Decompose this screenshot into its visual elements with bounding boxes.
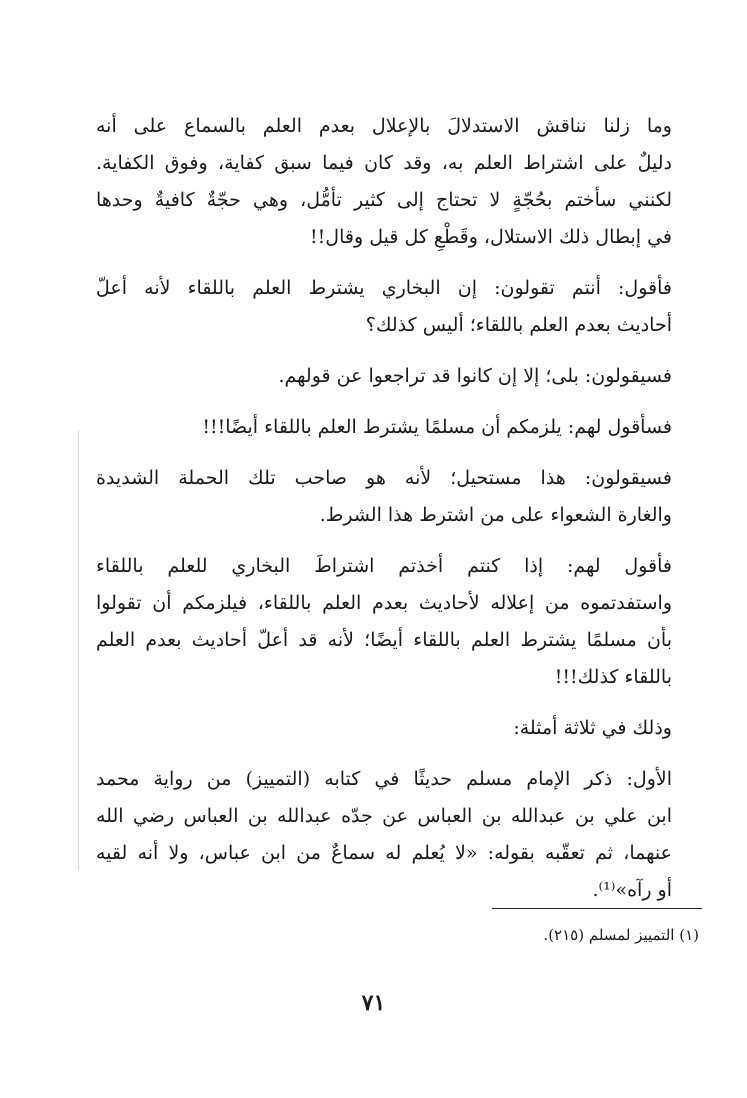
text-line: دليلٌ على اشتراط العلم به، وقد كان فيما سبق كفاية، وفوق الكفاية. [96, 152, 672, 174]
footnote-divider [492, 908, 702, 909]
text-line: وما زلنا نناقش الاستدلالَ بالإعلال بعدم العلم بالسماع على أنه [96, 115, 672, 137]
page-number: ٧١ [361, 990, 386, 1016]
text-line: ابن علي بن عبدالله بن العباس عن جدّه عبدالله بن العباس رضي الله [96, 805, 672, 827]
text-line: لكنني سأختم بحُجّةٍ لا تحتاج إلى كثير تأمُّل، وهي حجّةٌ كافيةٌ وحدها [96, 189, 672, 211]
paragraph-2 [96, 270, 700, 344]
text-line: أو رآه»⁽¹⁾. [592, 879, 672, 901]
text-line: عنهما، ثم تعقّبه بقوله: «لا يُعلم له سماعٌ من ابن عباس، ولا أنه لقيه [96, 842, 672, 864]
text-line: أحاديث بعدم العلم باللقاء؛ أليس كذلك؟ [365, 314, 672, 336]
text-line: فأقول: أنتم تقولون: إن البخاري يشترط العلم باللقاء لأنه أعلّ [96, 277, 672, 299]
text-line: بأن مسلمًا يشترط العلم باللقاء أيضًا؛ لأنه قد أعلّ أحاديث بعدم العلم [96, 629, 672, 651]
text-line: فسيقولون: بلى؛ إلا إن كانوا قد تراجعوا عن قولهم. [278, 365, 672, 387]
paragraph-8 [96, 761, 700, 909]
paragraph-3 [96, 358, 700, 395]
text-line: واستفدتموه من إعلاله لأحاديث بعدم العلم باللقاء، فيلزمكم أن تقولوا [96, 592, 672, 614]
text-line: باللقاء كذلك!!! [554, 666, 672, 688]
text-line: فسيقولون: هذا مستحيل؛ لأنه هو صاحب تلك الحملة الشديدة [96, 467, 672, 489]
text-line: فأقول لهم: إذا كنتم أخذتم اشتراطَ البخاري للعلم باللقاء [96, 555, 672, 577]
text-line: في إبطال ذلك الاستلال، وقَطْعِ كل قيل وقال!! [310, 226, 672, 248]
text-line: فسأقول لهم: يلزمكم أن مسلمًا يشترط العلم باللقاء أيضًا!!! [202, 416, 672, 438]
paragraph-7 [96, 710, 700, 747]
paragraph-5 [96, 460, 700, 534]
footnote: (١) التمييز لمسلم (٢١٥). [543, 926, 699, 944]
paragraph-6 [96, 548, 700, 696]
paragraph-1 [96, 108, 700, 256]
page-body [96, 108, 700, 923]
text-line: وذلك في ثلاثة أمثلة: [513, 717, 672, 739]
text-line: والغارة الشعواء على من اشترط هذا الشرط. [319, 504, 672, 526]
paragraph-4 [96, 409, 700, 446]
margin-mark [78, 430, 79, 870]
text-line: الأول: ذكر الإمام مسلم حديثًا في كتابه (التمييز) من رواية محمد [96, 768, 672, 790]
